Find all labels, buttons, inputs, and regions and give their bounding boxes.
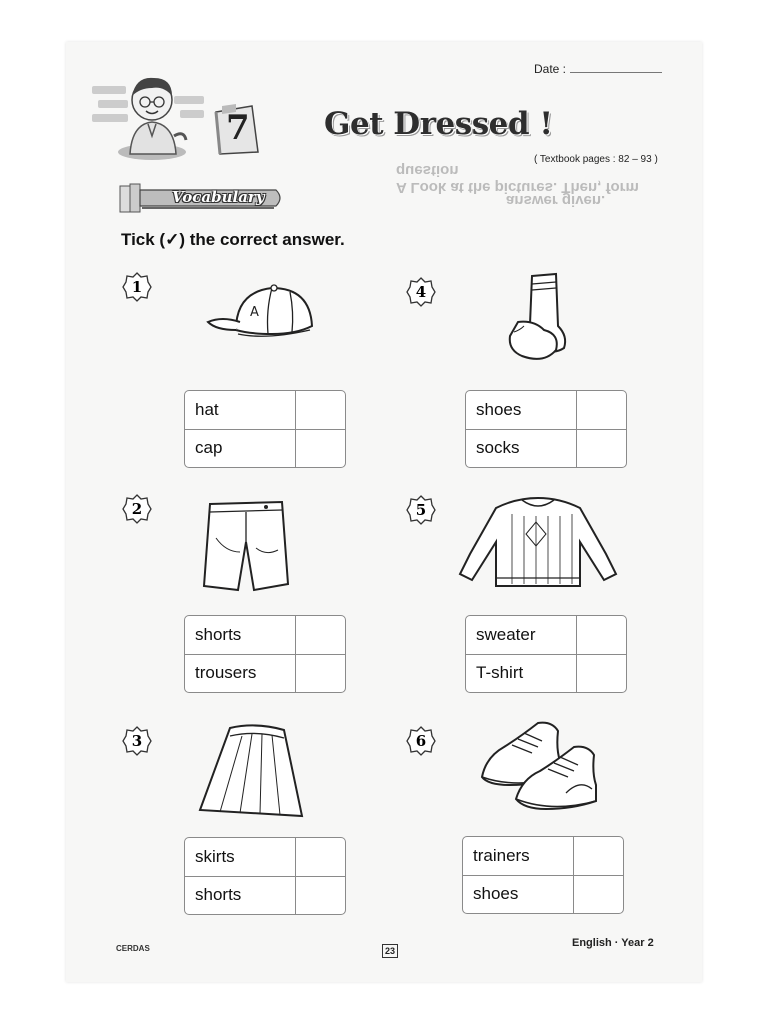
option-label: shoes [476, 400, 522, 419]
answer-option [466, 616, 626, 655]
option-label: cap [195, 438, 223, 457]
tick-box[interactable] [576, 654, 627, 692]
answer-option [466, 429, 626, 467]
tick-box[interactable] [576, 391, 627, 429]
answer-box [465, 390, 627, 468]
date-field [534, 62, 662, 76]
instruction-text: Tick (✓) the correct answer. [121, 230, 345, 249]
answer-option [466, 654, 626, 692]
tick-box[interactable] [295, 654, 346, 692]
page-number: 23 [382, 944, 398, 958]
question-number-badge [122, 272, 152, 302]
answer-option [185, 616, 345, 655]
question-number: 3 [131, 732, 143, 750]
bleed-through-text: answer given. [506, 192, 606, 209]
tick-box[interactable] [573, 837, 624, 875]
question-number-badge [406, 277, 436, 307]
question-number: 4 [415, 283, 427, 301]
tick-box[interactable] [295, 876, 346, 914]
tick-box[interactable] [576, 616, 627, 654]
vocabulary-banner [118, 180, 288, 216]
cap-icon [206, 282, 326, 362]
option-label: shoes [473, 884, 519, 903]
option-label: shorts [195, 625, 242, 644]
trainers-icon [476, 717, 606, 829]
skirt-icon [196, 722, 306, 822]
boy-mascot-icon [90, 64, 210, 164]
date-label: Date : [534, 62, 567, 76]
answer-option [185, 838, 345, 877]
answer-option [463, 837, 623, 876]
subject-label: English · Year 2 [572, 937, 654, 949]
answer-option [185, 391, 345, 430]
tick-box[interactable] [576, 429, 627, 467]
question-number: 1 [131, 278, 143, 296]
worksheet-page [66, 42, 702, 982]
question-number-badge [122, 726, 152, 756]
tick-box[interactable] [295, 616, 346, 654]
question-number: 5 [415, 501, 427, 519]
unit-number: 7 [226, 108, 250, 148]
tick-box[interactable] [573, 875, 624, 913]
answer-option [185, 876, 345, 914]
option-label: socks [476, 438, 520, 457]
question-number-badge [406, 495, 436, 525]
shorts-icon [196, 498, 296, 598]
question-number-badge [406, 726, 436, 756]
page-title: Get Dressed ! [324, 106, 553, 142]
option-label: hat [195, 400, 219, 419]
textbook-pages: ( Textbook pages : 82 – 93 ) [534, 154, 658, 165]
tick-box[interactable] [295, 429, 346, 467]
answer-box [465, 615, 627, 693]
answer-option [466, 391, 626, 430]
option-label: T-shirt [476, 663, 524, 682]
answer-box [184, 837, 346, 915]
answer-option [185, 429, 345, 467]
option-label: trousers [195, 663, 257, 682]
date-line [570, 62, 662, 73]
svg-text:A: A [250, 305, 259, 320]
question-number-badge [122, 494, 152, 524]
answer-option [185, 654, 345, 692]
question-number: 2 [131, 500, 143, 518]
tick-box[interactable] [295, 391, 346, 429]
sweater-icon [456, 494, 620, 590]
socks-icon [504, 270, 584, 370]
bleed-through-text: A Look at the pictures. Then, form question [396, 162, 639, 196]
tick-box[interactable] [295, 838, 346, 876]
vocabulary-label: Vocabulary [172, 188, 265, 206]
question-number: 6 [415, 732, 427, 750]
option-label: shorts [195, 885, 242, 904]
answer-box [184, 390, 346, 468]
answer-box [462, 836, 624, 914]
answer-option [463, 875, 623, 913]
option-label: trainers [473, 846, 530, 865]
option-label: skirts [195, 847, 235, 866]
publisher-logo: CERDAS [116, 944, 150, 953]
option-label: sweater [476, 625, 536, 644]
answer-box [184, 615, 346, 693]
